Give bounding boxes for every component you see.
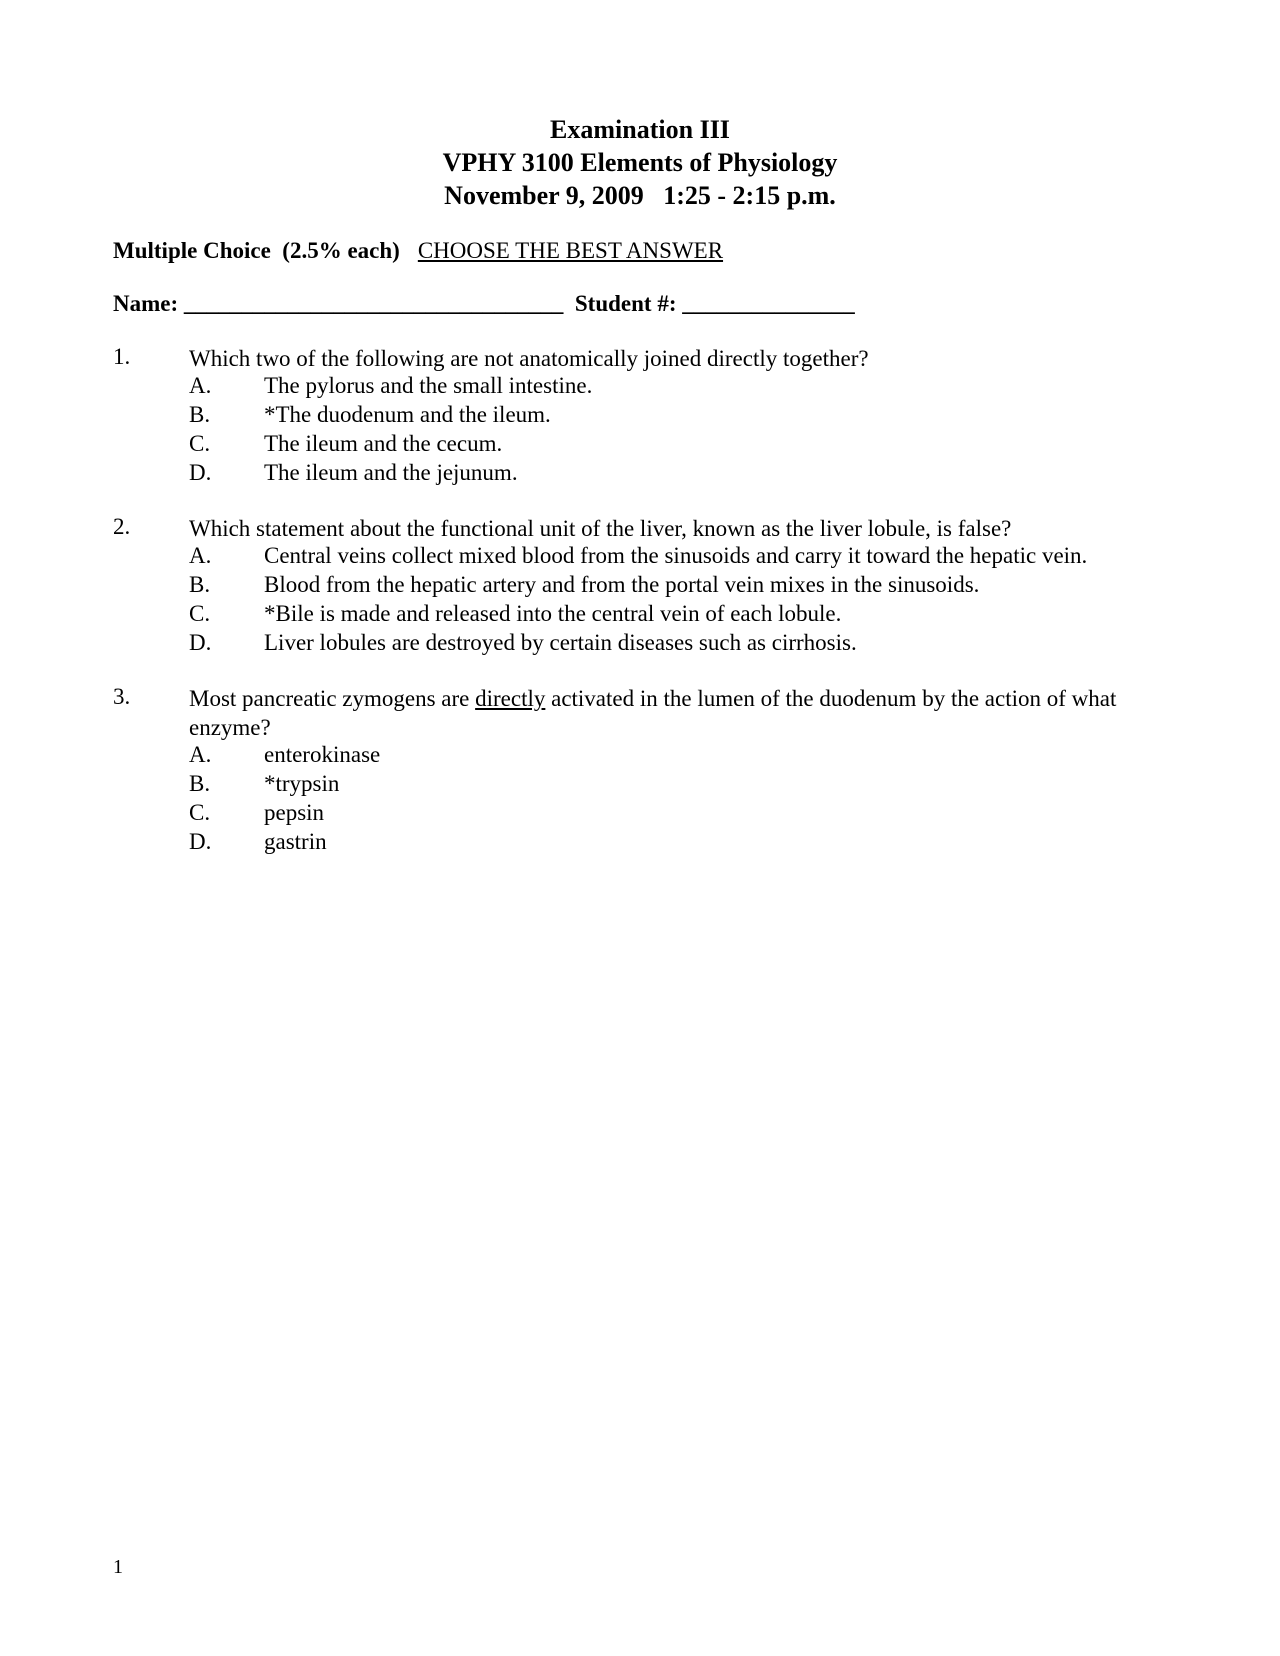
instructions — [113, 238, 723, 264]
answer-option-d — [0, 829, 1280, 858]
option-text: Central veins collect mixed blood from the sinusoids and carry it toward the hepatic vein. — [264, 543, 1088, 568]
answer-option-c — [0, 601, 1280, 630]
answer-option-c — [0, 800, 1280, 829]
option-letter: D. — [189, 460, 212, 485]
exam-date-time: November 9, 2009 1:25 - 2:15 p.m. — [444, 181, 836, 210]
option-text: The ileum and the cecum. — [264, 431, 503, 456]
instructions-label: Multiple Choice (2.5% each) — [113, 238, 400, 263]
page-number: 1 — [113, 1556, 123, 1578]
option-letter: C. — [189, 601, 211, 626]
question-number: 3. — [113, 684, 131, 709]
answer-option-d — [0, 460, 1280, 489]
option-text: *The duodenum and the ileum. — [264, 402, 551, 427]
option-letter: A. — [189, 543, 212, 568]
answer-option-d — [0, 630, 1280, 659]
answer-option-a — [0, 373, 1280, 402]
exam-title: Examination III — [550, 115, 730, 144]
course-title: VPHY 3100 Elements of Physiology — [442, 148, 838, 177]
answer-option-b — [0, 771, 1280, 800]
option-text: Blood from the hepatic artery and from the portal vein mixes in the sinusoids. — [264, 572, 980, 597]
option-letter: D. — [189, 829, 212, 854]
stem-underlined-word: directly — [475, 686, 546, 711]
option-text: Liver lobules are destroyed by certain diseases such as cirrhosis. — [264, 630, 857, 655]
answer-option-a — [0, 742, 1280, 771]
option-text: The pylorus and the small intestine. — [264, 373, 593, 398]
answer-option-b — [0, 572, 1280, 601]
question-number: 1. — [113, 344, 131, 369]
instructions-emphasis: CHOOSE THE BEST ANSWER — [417, 238, 724, 263]
student-fields: Name: _________________________________ Student #: _______________ — [113, 291, 855, 316]
answer-option-b — [0, 402, 1280, 431]
question-stem: Which two of the following are not anatomically joined directly together? — [189, 346, 869, 371]
stem-part: Most pancreatic zymogens are — [189, 686, 476, 711]
option-text: *trypsin — [264, 771, 340, 796]
option-letter: D. — [189, 630, 212, 655]
option-letter: B. — [189, 771, 211, 796]
option-text: pepsin — [264, 800, 325, 825]
option-letter: B. — [189, 572, 211, 597]
option-letter: C. — [189, 431, 211, 456]
option-letter: B. — [189, 402, 211, 427]
option-text: gastrin — [264, 829, 327, 854]
question-number: 2. — [113, 514, 131, 539]
question-stem — [189, 684, 1164, 742]
option-text: *Bile is made and released into the central vein of each lobule. — [264, 601, 842, 626]
option-letter: A. — [189, 373, 212, 398]
option-text: The ileum and the jejunum. — [264, 460, 518, 485]
option-text: enterokinase — [264, 742, 381, 767]
answer-option-c — [0, 431, 1280, 460]
stem-part: activated in the lumen of the duodenum by the action of what enzyme? — [189, 686, 1123, 740]
option-letter: A. — [189, 742, 212, 767]
answer-option-a — [0, 543, 1280, 572]
question-stem: Which statement about the functional unit of the liver, known as the liver lobule, is false? — [189, 516, 1012, 541]
option-letter: C. — [189, 800, 211, 825]
